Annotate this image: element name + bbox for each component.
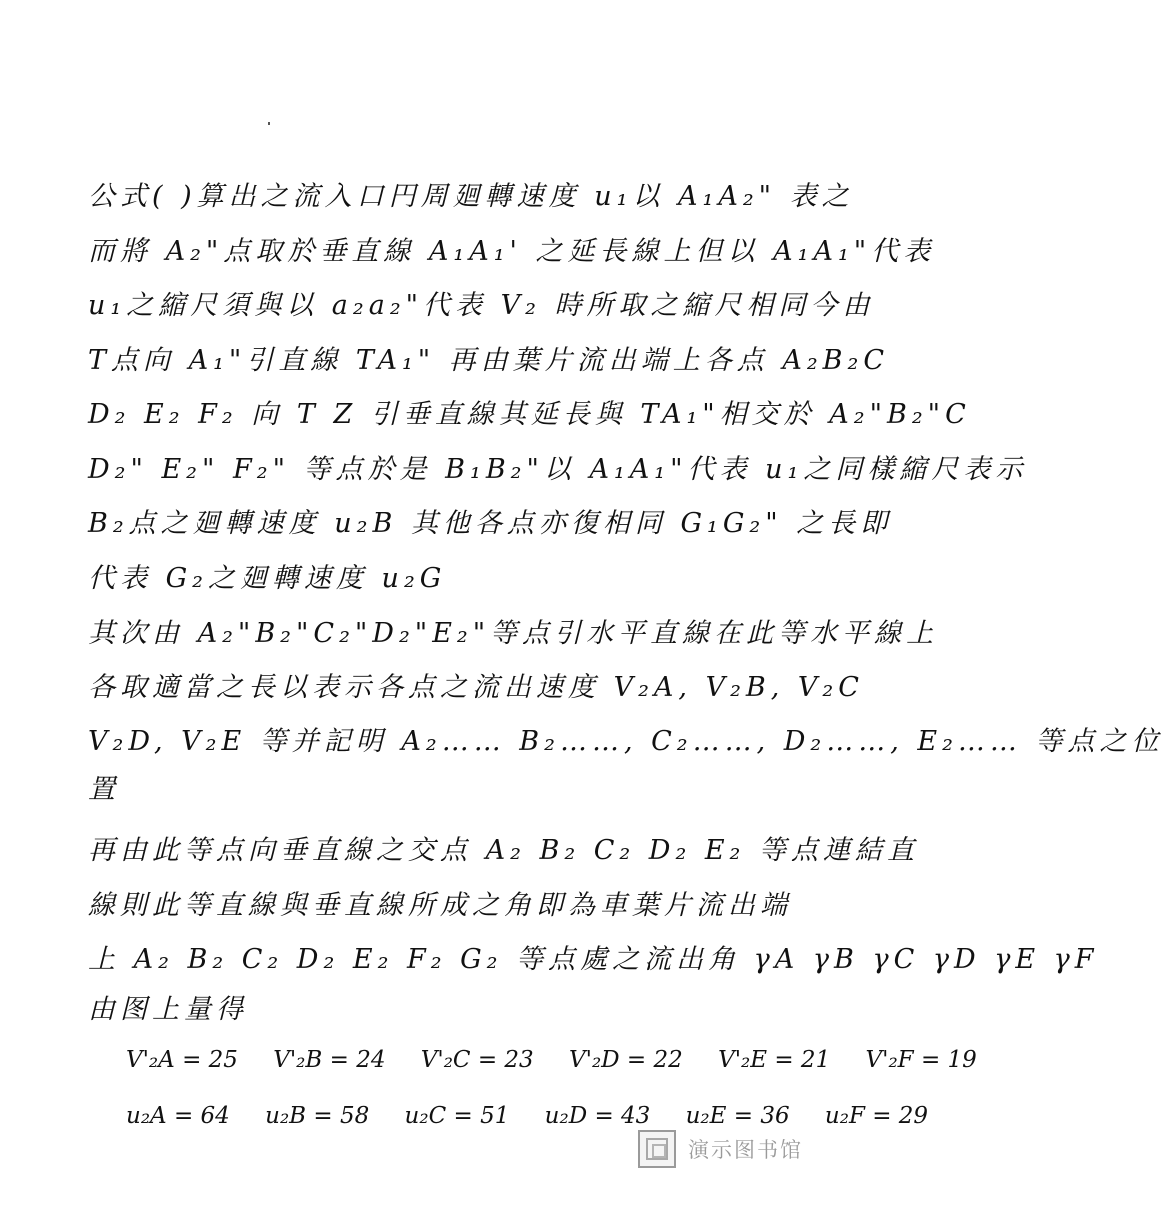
watermark-text: 演示图书馆: [688, 1138, 803, 1162]
equation-u2a: u₂A = 64: [126, 1103, 230, 1129]
text-line-7: B₂点之廻轉速度 u₂B 其他各点亦復相同 G₁G₂" 之長即: [88, 508, 893, 539]
text-line-14: 線則此等直線與垂直線所成之角即為車葉片流出端: [88, 890, 792, 921]
text-line-10: 各取適當之長以表示各点之流出速度 V₂A, V₂B, V₂C: [88, 672, 864, 703]
equation-u2c: u₂C = 51: [404, 1103, 510, 1129]
equation-v2a: V'₂A = 25: [126, 1047, 238, 1073]
text-line-16: 由图上量得: [88, 994, 248, 1025]
equation-u2d: u₂D = 43: [544, 1103, 651, 1129]
text-line-9: 其次由 A₂"B₂"C₂"D₂"E₂"等点引水平直線在此等水平線上: [88, 618, 939, 649]
text-line-2: 而將 A₂"点取於垂直線 A₁A₁' 之延長線上但以 A₁A₁"代表: [88, 236, 936, 267]
text-line-1: 公式( )算出之流入口円周廻轉速度 u₁以 A₁A₂" 表之: [88, 181, 854, 212]
equation-v2b: V'₂B = 24: [273, 1047, 386, 1073]
text-line-6: D₂" E₂" F₂" 等点於是 B₁B₂"以 A₁A₁"代表 u₁之同樣縮尺表示: [88, 454, 1028, 485]
equation-u2e: u₂E = 36: [685, 1103, 790, 1129]
watermark: [638, 1128, 818, 1170]
text-line-8: 代表 G₂之廻轉速度 u₂G: [88, 563, 447, 594]
text-line-3: u₁之縮尺須與以 a₂a₂"代表 V₂ 時所取之縮尺相同今由: [88, 290, 875, 321]
equation-u2f: u₂F = 29: [824, 1103, 929, 1129]
equation-v2c: V'₂C = 23: [420, 1047, 534, 1073]
equation-row-velocity: [126, 1042, 977, 1078]
text-line-12: 置: [88, 774, 120, 805]
text-line-4: T点向 A₁"引直線 TA₁" 再由葉片流出端上各点 A₂B₂C: [88, 345, 889, 376]
equation-u2b: u₂B = 58: [265, 1103, 370, 1129]
text-line-13: 再由此等点向垂直線之交点 A₂ B₂ C₂ D₂ E₂ 等点連結直: [88, 835, 919, 866]
equation-v2d: V'₂D = 22: [569, 1047, 683, 1073]
equation-v2e: V'₂E = 21: [718, 1047, 831, 1073]
text-line-11: V₂D, V₂E 等并記明 A₂…… B₂……, C₂……, D₂……, E₂…… 等点之位: [88, 726, 1164, 757]
text-line-5: D₂ E₂ F₂ 向 T Z 引垂直線其延長與 TA₁"相交於 A₂"B₂"C: [88, 399, 971, 430]
equation-v2f: V'₂F = 19: [865, 1047, 977, 1073]
stray-mark: [268, 122, 270, 125]
text-line-15: 上 A₂ B₂ C₂ D₂ E₂ F₂ G₂ 等点處之流出角 γA γB γC γD γE γF: [88, 944, 1099, 975]
library-seal-icon: [638, 1130, 676, 1168]
